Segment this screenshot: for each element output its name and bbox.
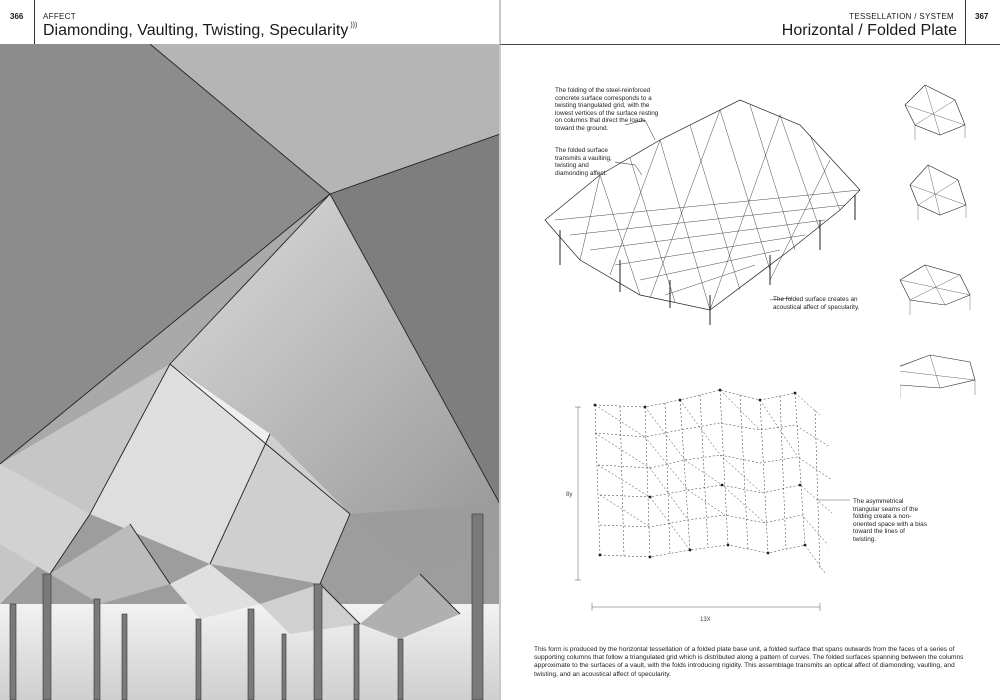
plan-grid-drawing [570, 385, 850, 615]
right-page-number: 367 [975, 12, 989, 21]
body-paragraph: This form is produced by the horizontal tessellation of a folded plate base unit, a folded surface that spans outwards from the faces of a series of supporting columns that follow a triangulated grid which is distributed along a pattern of curves. The folded surfaces spanning between the columns approximate to the surfaces of a vault, with the folds introducing rigidity. This assemblage transmits an optical affect of diamonding, vaulting, and twisting, and an acoustical affect of specularity. [534, 646, 964, 678]
header-divider [34, 0, 35, 44]
right-page-title: Horizontal / Folded Plate [781, 22, 957, 39]
left-header [0, 0, 500, 45]
annotation-seams: The asymmetrical triangular seams of the folding create a non-oriented space with a bias toward the lines of twisting. [853, 498, 927, 543]
left-section-label: AFFECT [43, 12, 76, 21]
annotation-vaulting: The folded surface transmits a vaulting, twisting and diamonding affect. [555, 147, 612, 177]
right-header [500, 0, 1000, 45]
unit-studies [900, 80, 980, 410]
header-divider [965, 0, 966, 44]
folded-plate-photo [0, 44, 500, 700]
wifi-icon: ))) [350, 22, 358, 29]
left-title-text: Diamonding, Vaulting, Twisting, Specularity [43, 22, 349, 39]
left-page-number: 366 [10, 12, 24, 21]
annotation-specularity: The folded surface creates an acoustical affect of specularity. [773, 296, 860, 311]
header-dotted-rule [500, 44, 1000, 45]
dimension-height-label: 8y [566, 492, 573, 498]
left-page-title [43, 22, 357, 40]
right-page [500, 0, 1000, 700]
right-section-label: TESSELLATION / SYSTEM [849, 12, 954, 21]
annotation-folding: The folding of the steel-reinforced concrete surface corresponds to a twisting triangulated grid, with the lowest vertices of the surface resting on columns that direct the loads toward the ground. [555, 87, 659, 132]
dimension-width-label: 13X [700, 617, 711, 623]
